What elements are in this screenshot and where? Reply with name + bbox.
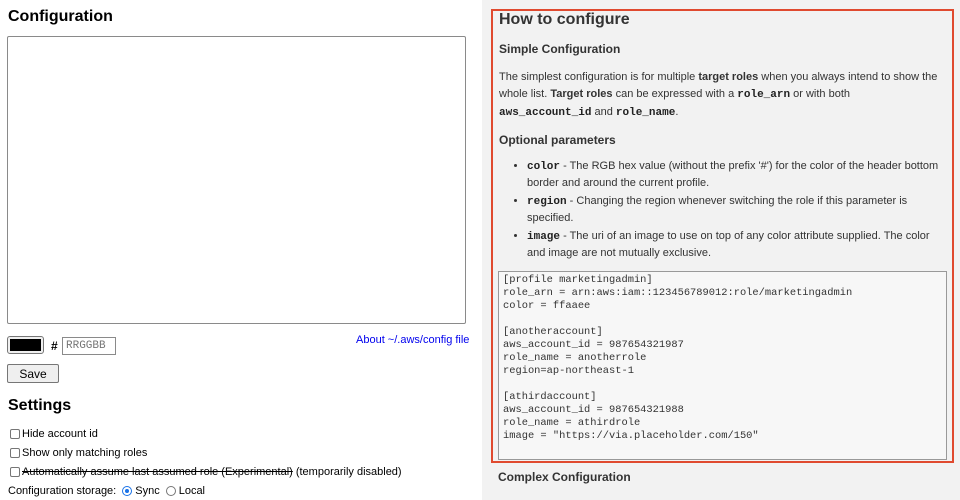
code-role-name: role_name [615,107,676,119]
storage-local-label: Local [178,485,205,497]
hide-account-id-checkbox[interactable] [10,429,20,439]
text-bold: Target roles [550,88,613,100]
save-button[interactable]: Save [7,364,59,383]
params-list [493,158,947,263]
config-textarea[interactable] [7,36,466,324]
show-matching-roles-checkbox[interactable] [10,448,20,458]
param-name: color [527,161,561,173]
config-storage-label: Configuration storage: [8,485,117,497]
text-segment: when you always intend to show the whole list. [499,71,938,100]
code-role-arn: role_arn [737,89,791,101]
auto-assume-option[interactable] [10,466,402,478]
text-segment: can be expressed with a [612,88,738,100]
color-picker-button[interactable] [7,336,44,354]
config-title: Configuration [8,8,113,25]
storage-sync-radio[interactable] [122,486,132,496]
auto-assume-checkbox[interactable] [10,467,20,477]
show-matching-roles-option[interactable] [10,447,147,459]
storage-local-radio[interactable] [166,486,176,496]
optional-params-title: Optional parameters [499,133,616,147]
param-region [527,193,947,226]
complex-config-title: Complex Configuration [498,470,631,484]
config-storage-row [8,485,205,497]
storage-sync-label: Sync [135,485,160,497]
hash-label: # [51,339,58,353]
param-desc: - The RGB hex value (without the prefix '#') for the color of the header bottom border and around the current profile. [527,160,939,189]
text-bold: target roles [698,71,759,83]
param-image [527,228,947,261]
hide-account-id-option[interactable] [10,428,98,440]
param-desc: - Changing the region whenever switching the role if this parameter is specified. [527,195,908,224]
param-name: image [527,231,561,243]
how-to-configure-box [491,9,954,463]
simple-config-title: Simple Configuration [499,42,621,56]
settings-title: Settings [8,397,72,414]
hex-color-input[interactable] [62,337,116,355]
color-swatch [10,339,41,351]
param-color [527,158,947,191]
auto-assume-label: Automatically assume last assumed role (Experimental) [22,466,293,478]
param-name: region [527,196,567,208]
hide-account-id-label: Hide account id [22,428,98,440]
param-desc: - The uri of an image to use on top of any color attribute supplied. The color and image are not mutually exclusive. [527,230,930,259]
text-segment: or with both [790,88,850,100]
code-aws-account-id: aws_account_id [499,107,592,119]
about-config-link[interactable]: About ~/.aws/config file [356,334,470,346]
text-segment: . [675,106,679,118]
text-segment: The simplest configuration is for multiple [499,71,699,83]
config-code-sample: [profile marketingadmin] role_arn = arn:aws:iam::123456789012:role/marketingadmin color = ffaaee [anotheraccount] aws_account_id = 987654321987 role_name = anotherrole region=ap-northeast-1 [athirdaccount] aws_account_id = 987654321988 role_name = athirdrole image = "https://via.placeholder.com/150" [498,271,947,460]
help-title: How to configure [499,11,630,28]
show-matching-roles-label: Show only matching roles [22,447,148,459]
auto-assume-disabled-note: (temporarily disabled) [295,466,402,478]
text-segment: and [591,106,616,118]
simple-config-text [499,69,941,122]
